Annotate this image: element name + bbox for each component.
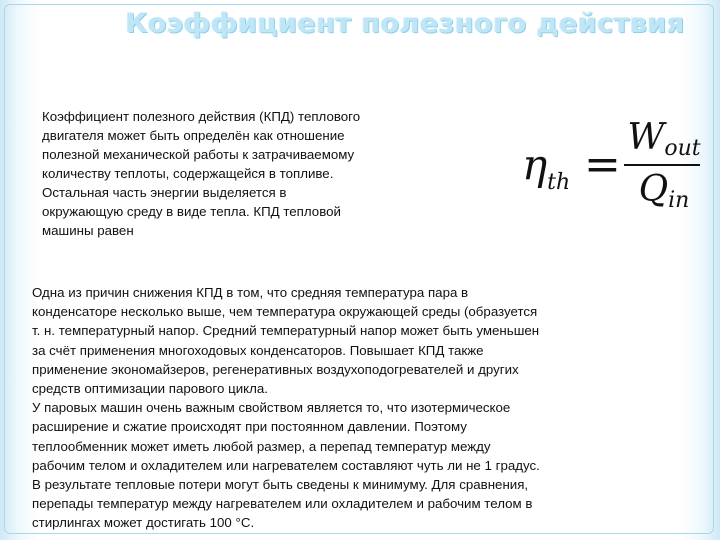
formula-lhs <box>522 140 570 208</box>
eta-subscript: th <box>547 170 571 195</box>
body-line: расширение и сжатие происходят при постоянном давлении. Поэтому <box>32 419 467 435</box>
body-line: т. н. температурный напор. Средний температурный напор может быть уменьшен <box>32 323 540 339</box>
body-line: У паровых машин очень важным свойством является то, что изотермическое <box>32 400 511 416</box>
intro-line: полезной механической работы к затрачиваемому <box>42 147 355 162</box>
work-symbol: W <box>627 117 665 158</box>
body-line: конденсаторе несколько выше, чем температура окружающей среды (образуется <box>32 304 538 320</box>
body-paragraph <box>32 283 692 533</box>
eta-symbol: η <box>522 140 548 189</box>
body-line: перепады температур между нагревателем или охладителем и рабочим телом в <box>32 496 533 512</box>
formula-denominator <box>624 170 704 221</box>
intro-line: окружающую среду в виде тепла. КПД тепловой <box>42 204 341 219</box>
heat-subscript: in <box>668 188 690 213</box>
fraction-bar <box>624 164 700 166</box>
body-line: В результате тепловые потери могут быть сведены к минимуму. Для сравнения, <box>32 477 529 493</box>
intro-paragraph <box>42 107 452 240</box>
body-line: применение экономайзеров, регенеративных воздухоподогревателей и других <box>32 361 519 377</box>
intro-line: машины равен <box>42 223 134 238</box>
intro-line: Остальная часть энергии выделяется в <box>42 185 287 200</box>
body-line: Одна из причин снижения КПД в том, что средняя температура пара в <box>32 285 469 300</box>
work-subscript: out <box>664 136 701 161</box>
formula-equals: = <box>584 139 621 190</box>
body-line: теплообменник может иметь любой размер, а перепад температур между <box>32 438 491 454</box>
body-line: средств оптимизации парового цикла. <box>32 381 268 397</box>
slide-title: Коэффициент полезного действия <box>125 8 685 39</box>
body-line: стирлингах может достигать 100 °С. <box>32 515 255 531</box>
efficiency-formula <box>522 118 702 218</box>
body-line: за счёт применения многоходовых конденсаторов. Повышает КПД также <box>32 342 484 358</box>
heat-symbol: Q <box>638 169 669 210</box>
intro-line: двигателя может быть определён как отношение <box>42 128 345 143</box>
body-line: рабочим телом и охладителем или нагревателем составляют чуть ли не 1 градус. <box>32 457 540 473</box>
intro-line: Коэффициент полезного действия (КПД) теплового <box>42 109 361 124</box>
formula-numerator <box>624 118 704 169</box>
intro-line: количеству теплоты, содержащейся в топливе. <box>42 166 334 181</box>
